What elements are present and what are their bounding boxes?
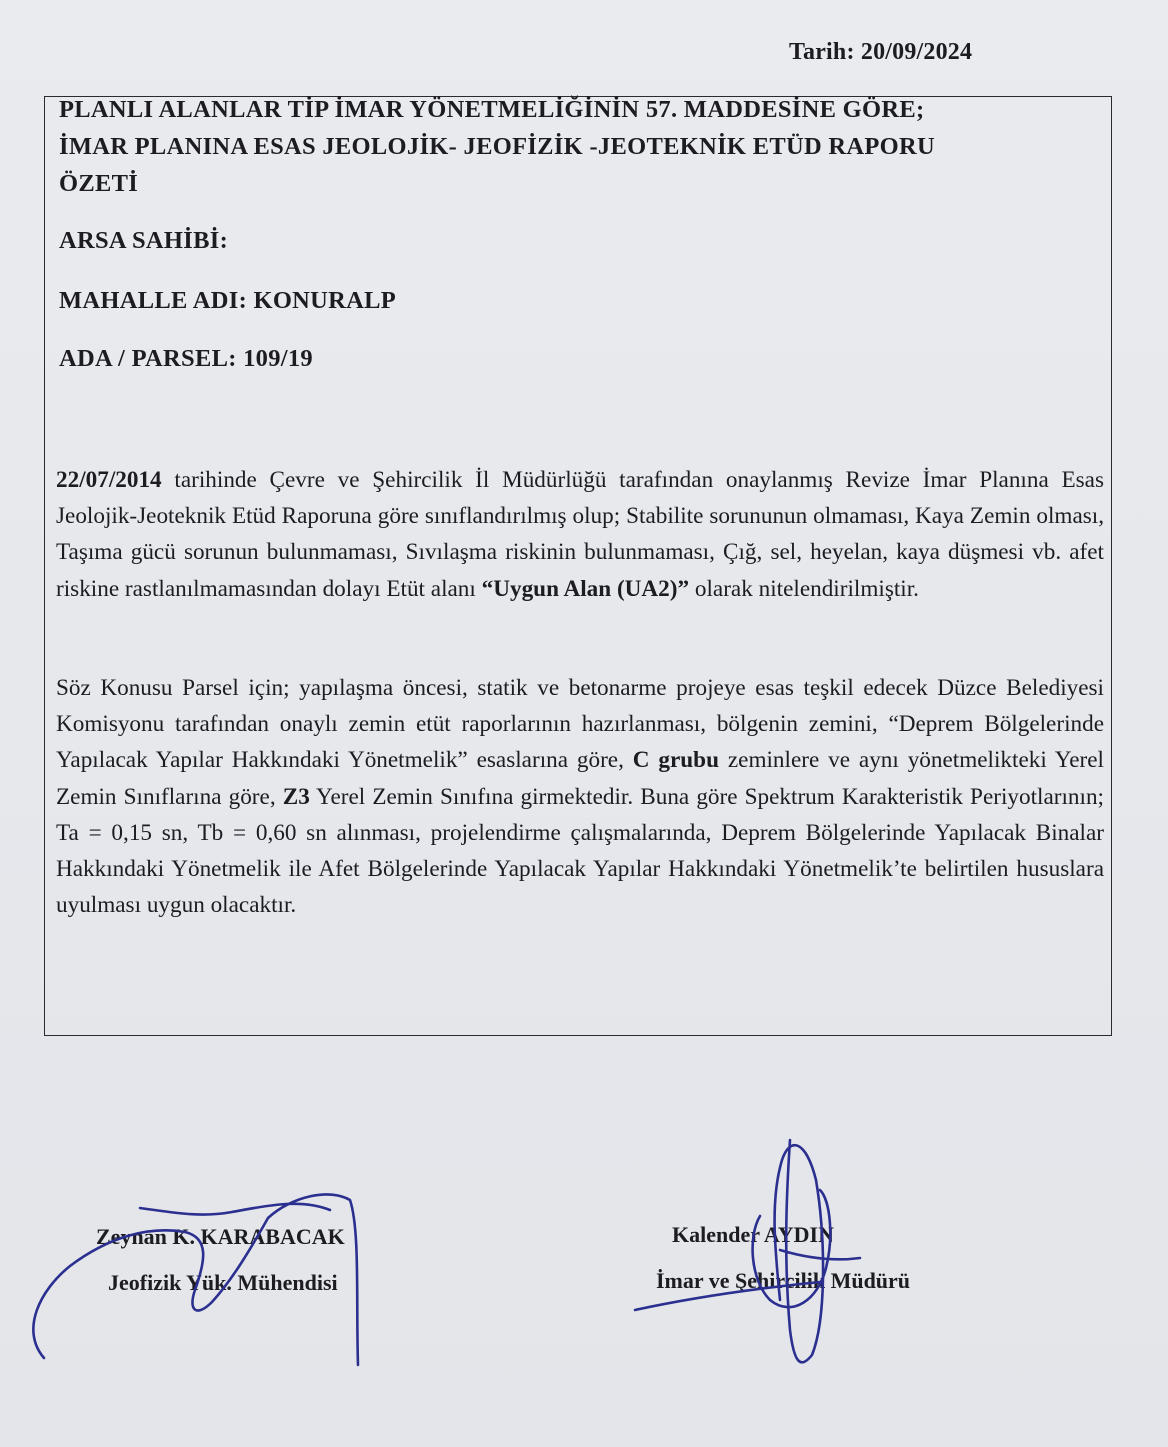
right-signatory-name: Kalender AYDIN bbox=[672, 1222, 834, 1247]
paragraph2-text-c: Yerel Zemin Sınıfına girmektedir. Buna göre Spektrum Karakteristik Periyotlarının; Ta = 0,15 sn, Tb = 0,60 sn alınması, projelendirme çalışmalarında, Deprem Bölgelerinde Yapılacak Binalar Hakkındaki Yönetmelik ile Afet Bölgelerinde Yapılacak Yapılar Hakkındaki Yönetmelik’te belirtilen hususlara uyulması uygun olacaktır. bbox=[56, 783, 1105, 919]
paragraph-requirements bbox=[56, 670, 1104, 923]
local-soil-class: Z3 bbox=[282, 783, 310, 810]
heading-line-3: ÖZETİ bbox=[59, 170, 139, 197]
paragraph2-text-b: zeminlere ve aynı yönetmelikteki Yerel Zemin Sınıflarına göre, bbox=[56, 747, 1104, 810]
paragraph1-text-b: olarak nitelendirilmiştir. bbox=[689, 575, 919, 602]
field-ada-parsel: ADA / PARSEL: 109/19 bbox=[59, 345, 313, 372]
approval-date: 22/07/2014 bbox=[56, 467, 162, 493]
right-signatory-title: İmar ve Şehircilik Müdürü bbox=[656, 1268, 911, 1293]
field-arsa-sahibi: ARSA SAHİBİ: bbox=[59, 227, 229, 254]
left-signatory-name: Zeynan K. KARABACAK bbox=[96, 1224, 345, 1249]
paragraph-classification bbox=[56, 462, 1104, 607]
soil-group: C grubu bbox=[632, 747, 719, 774]
suitability-class: “Uygun Alan (UA2)” bbox=[481, 575, 690, 602]
heading-line-2: İMAR PLANINA ESAS JEOLOJİK- JEOFİZİK -JEOTEKNİK ETÜD RAPORU bbox=[59, 133, 935, 160]
document-date: Tarih: 20/09/2024 bbox=[789, 39, 973, 65]
paragraph2-text-a: Söz Konusu Parsel için; yapılaşma öncesi, statik ve betonarme projeye esas teşkil edecek Düzce Belediyesi Komisyonu tarafından onaylı zemin etüt raporlarının hazırlanması, bölgenin zemini, “Deprem Bölgelerinde Yapılacak Yapılar Hakkındaki Yönetmelik” esaslarına göre, bbox=[56, 675, 1104, 774]
field-mahalle: MAHALLE ADI: KONURALP bbox=[59, 287, 397, 314]
left-signature-loop bbox=[140, 1204, 330, 1215]
paragraph1-text-a: tarihinde Çevre ve Şehircilik İl Müdürlüğü tarafından onaylanmış Revize İmar Planına Esas Jeolojik-Jeoteknik Etüd Raporuna göre sınıflandırılmış olup; Stabilite sorununun olmaması, Kaya Zemin olması, Taşıma gücü sorunun bulunmaması, Sıvılaşma riskinin bulunmaması, Çığ, sel, heyelan, kaya düşmesi vb. afet riskine rastlanılmamasından dolayı Etüt alanı bbox=[56, 467, 1104, 602]
left-signatory-title: Jeofizik Yük. Mühendisi bbox=[108, 1270, 338, 1295]
heading-line-1: PLANLI ALANLAR TİP İMAR YÖNETMELİĞİNİN 57. MADDESİNE GÖRE; bbox=[59, 96, 925, 123]
right-signature-stroke bbox=[635, 1140, 823, 1362]
